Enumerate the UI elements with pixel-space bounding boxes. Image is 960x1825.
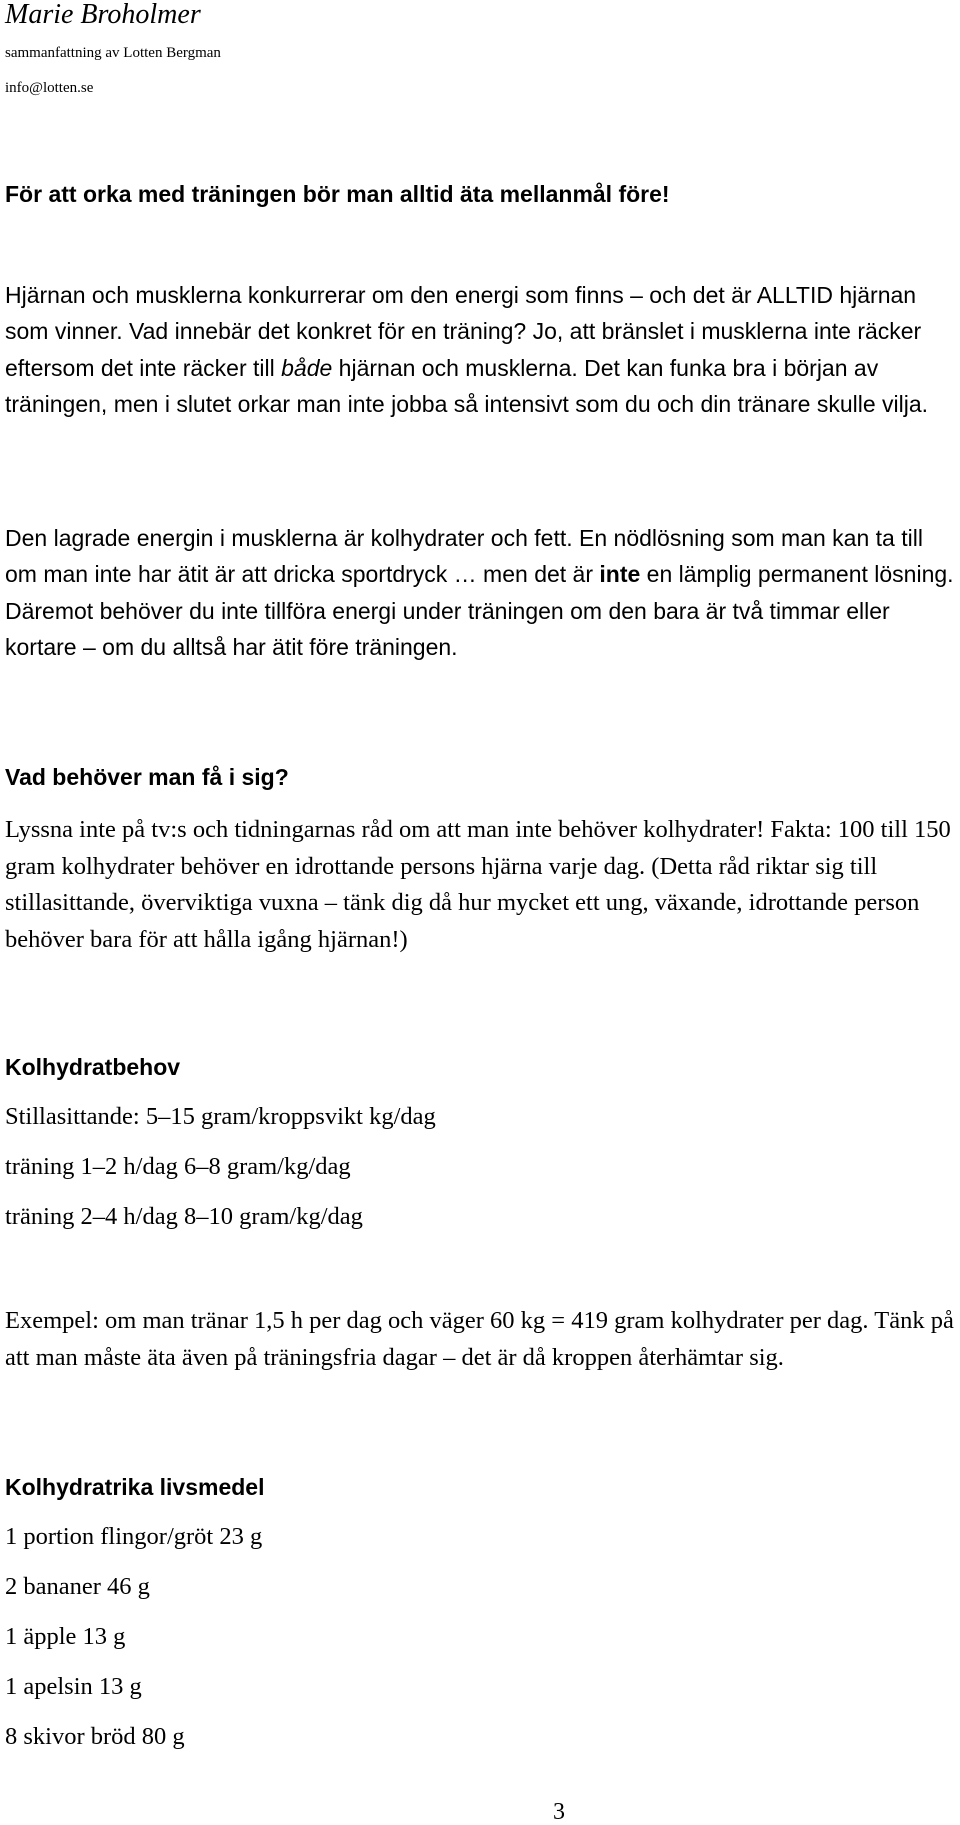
emphasis-text: både (281, 354, 333, 381)
author-name: Marie Broholmer (5, 0, 201, 30)
food-item: 1 apelsin 13 g (5, 1673, 142, 1700)
paragraph-brain-muscles (5, 277, 955, 422)
summary-credit: sammanfattning av Lotten Bergman (5, 45, 221, 61)
carb-need-line: träning 2–4 h/dag 8–10 gram/kg/dag (5, 1203, 363, 1230)
food-item: 1 portion flingor/gröt 23 g (5, 1523, 263, 1550)
page-number: 3 (553, 1799, 565, 1825)
food-item: 2 bananer 46 g (5, 1573, 150, 1600)
main-heading: För att orka med träningen bör man alltid äta mellanmål före! (5, 181, 670, 207)
contact-email: info@lotten.se (5, 80, 94, 96)
carb-need-line: Stillasittande: 5–15 gram/kroppsvikt kg/dag (5, 1103, 436, 1130)
paragraph-text: hjärnan och musklerna. Det kan funka bra i början av träningen, men i slutet orkar man inte jobba så intensivt som du och din tränare skulle vilja. (5, 354, 929, 417)
carb-need-line: träning 1–2 h/dag 6–8 gram/kg/dag (5, 1153, 351, 1180)
section-heading-carb-need: Kolhydratbehov (5, 1054, 181, 1080)
food-item: 8 skivor bröd 80 g (5, 1723, 185, 1750)
emphasis-text: inte (599, 561, 641, 588)
section-heading-needs: Vad behöver man få i sig? (5, 764, 289, 790)
food-item: 1 äpple 13 g (5, 1623, 126, 1650)
paragraph-facts: Lyssna inte på tv:s och tidningarnas råd om att man inte behöver kolhydrater! Fakta: 100 till 150 gram kolhydrater behöver en idrottande persons hjärna varje dag. (Detta råd riktar sig till stillasittande, överviktiga vuxna – tänk dig då hur mycket ett ung, växande, idrottande person behöver bara för att hålla igång hjärnan!) (5, 816, 951, 953)
section-heading-carb-foods: Kolhydratrika livsmedel (5, 1474, 265, 1500)
paragraph-stored-energy (5, 520, 955, 666)
paragraph-text: Hjärnan och musklerna konkurrerar om den energi som finns – och det är ALLTID hjärnan som vinner. Vad innebär det konkret för en träning? Jo, att bränslet i musklerna inte räcker eftersom det inte räcker till (5, 282, 922, 381)
example-paragraph: Exempel: om man tränar 1,5 h per dag och väger 60 kg = 419 gram kolhydrater per dag. Tänk på att man måste äta även på träningsfria dagar – det är då kroppen återhämtar sig. (5, 1307, 954, 1371)
paragraph-text: Den lagrade energin i musklerna är kolhydrater och fett. En nödlösning som man kan ta till om man inte har ätit är att dricka sportdryck … men det är (5, 525, 923, 588)
paragraph-text: en lämplig permanent lösning. Däremot behöver du inte tillföra energi under träningen om den bara är två timmar eller kortare – om du alltså har ätit före träningen. (5, 561, 954, 661)
